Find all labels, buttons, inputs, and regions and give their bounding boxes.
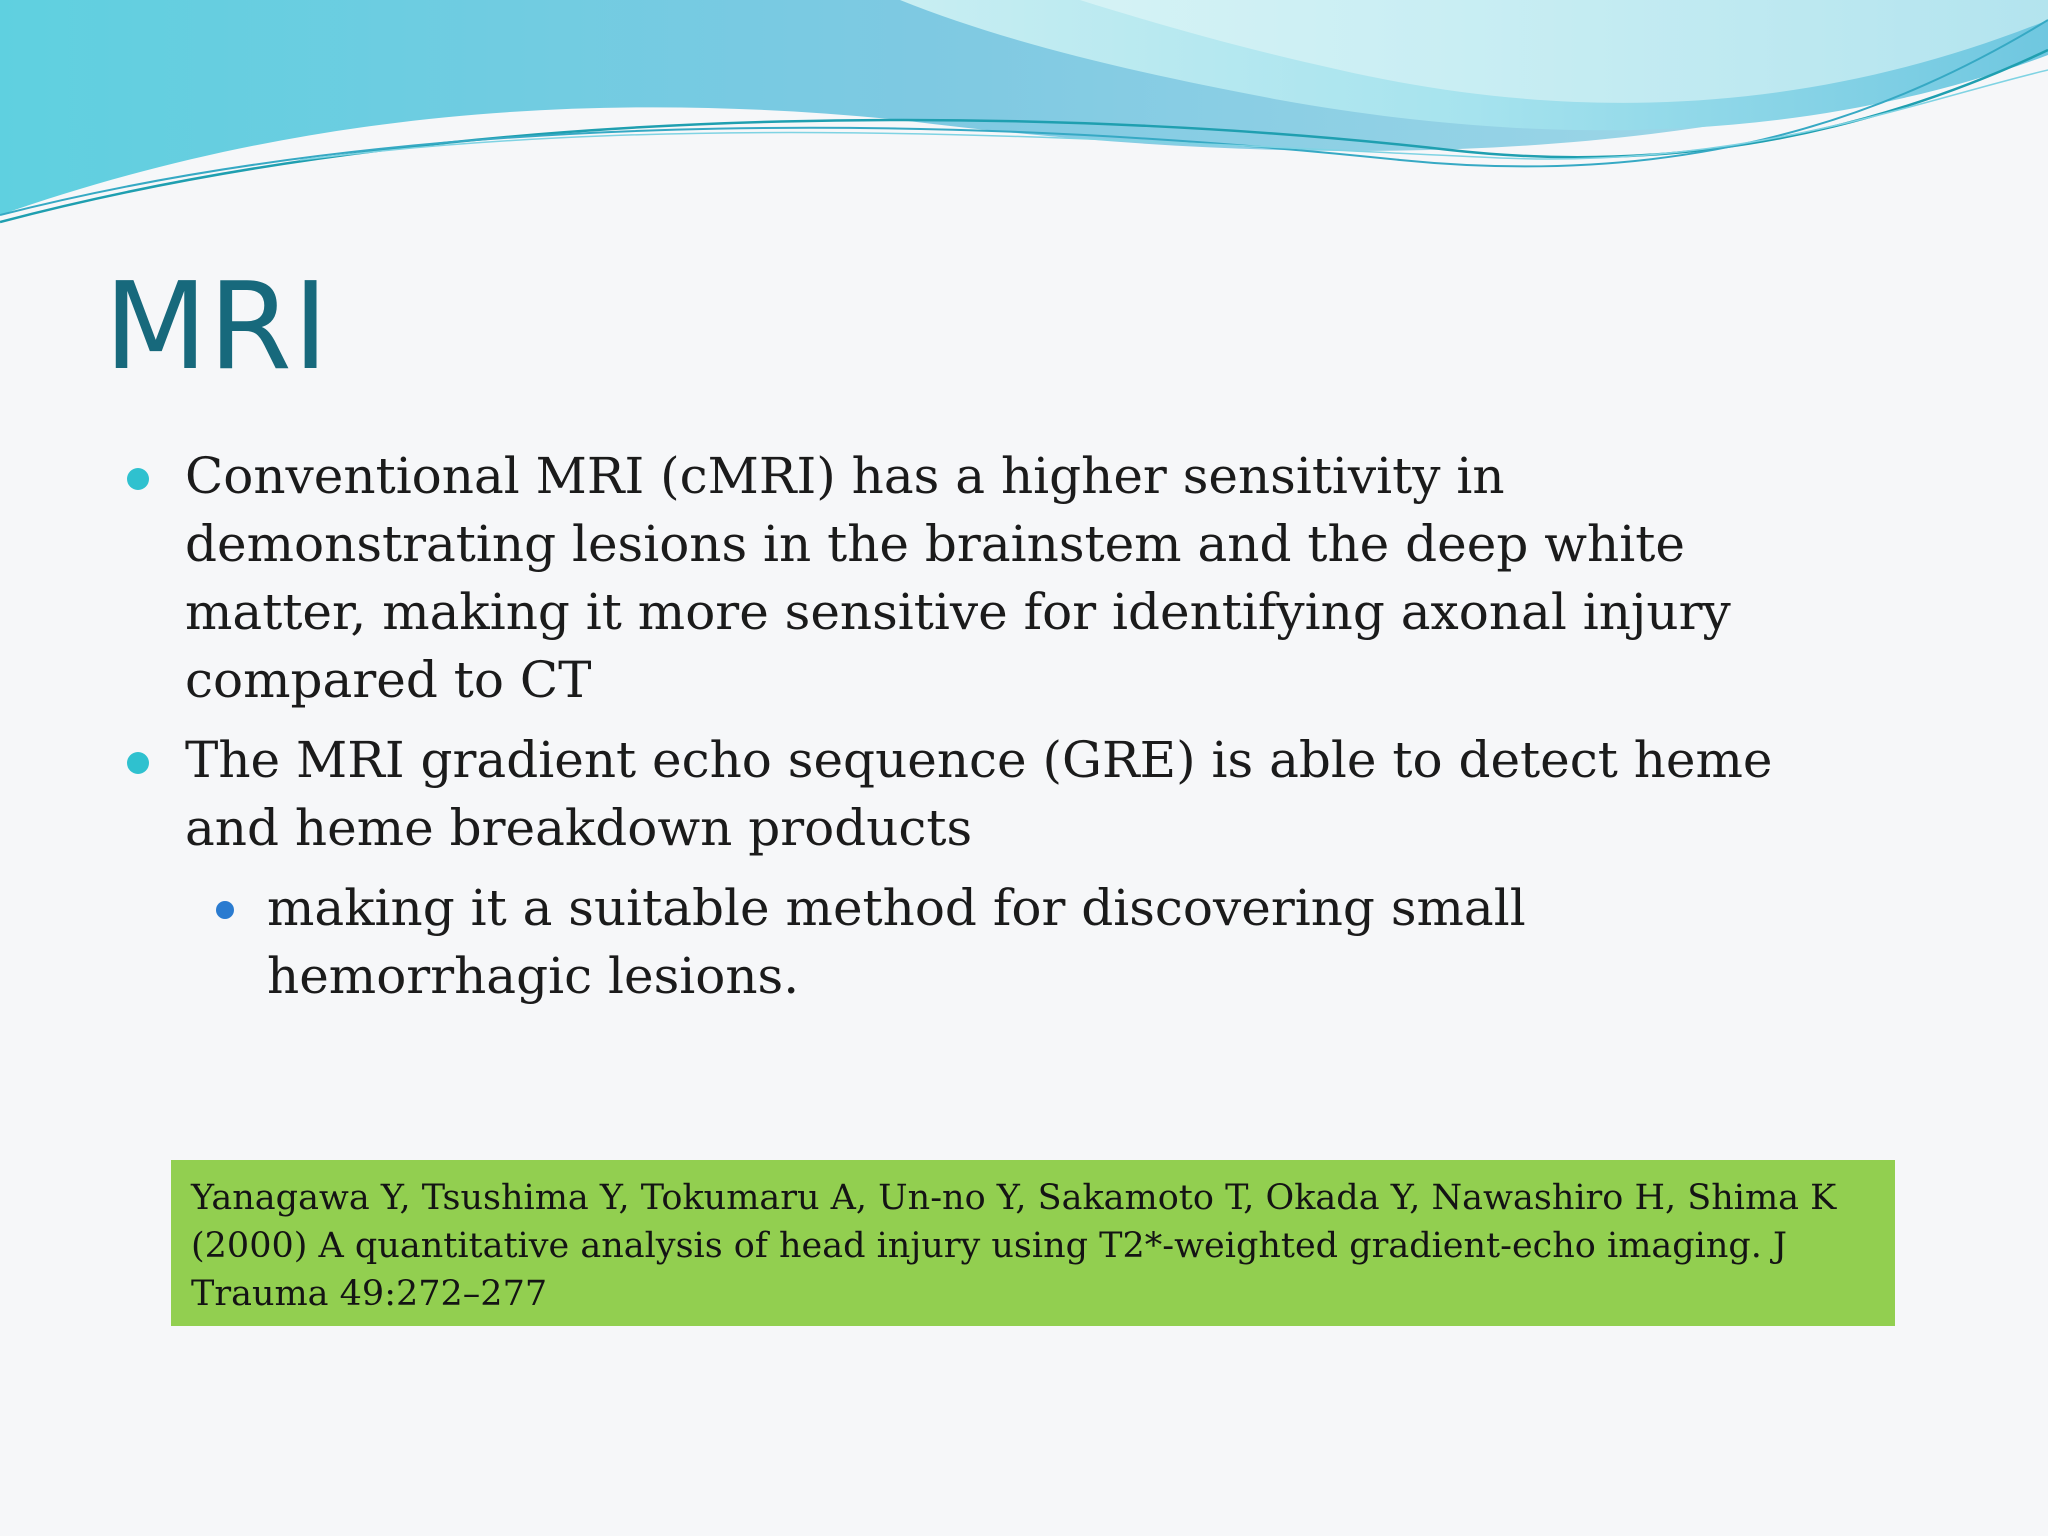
bullet-item xyxy=(0,442,1845,714)
slide-title: MRI xyxy=(104,258,330,397)
sub-bullet-text: making it a suitable method for discovering small hemorrhagic lesions. xyxy=(267,879,1526,1005)
reference-box: Yanagawa Y, Tsushima Y, Tokumaru A, Un-no Y, Sakamoto T, Okada Y, Nawashiro H, Shima K (2000) A quantitative analysis of head injury using T2*-weighted gradient-echo imaging. J Trauma 49:272–277 xyxy=(171,1160,1895,1326)
sub-bullet-dot-icon xyxy=(216,901,234,919)
bullet-item xyxy=(0,726,1845,862)
bullet-dot-icon xyxy=(127,468,149,490)
bullet-text: Conventional MRI (cMRI) has a higher sensitivity in demonstrating lesions in the brainstem and the deep white matter, making it more sensitive for identifying axonal injury compared to CT xyxy=(185,447,1731,709)
decorative-wave-header xyxy=(0,0,2048,240)
sub-bullet-item xyxy=(0,874,1847,1010)
bullet-list xyxy=(0,442,2048,1010)
bullet-text: The MRI gradient echo sequence (GRE) is able to detect heme and heme breakdown products xyxy=(185,731,1773,857)
bullet-dot-icon xyxy=(127,752,149,774)
